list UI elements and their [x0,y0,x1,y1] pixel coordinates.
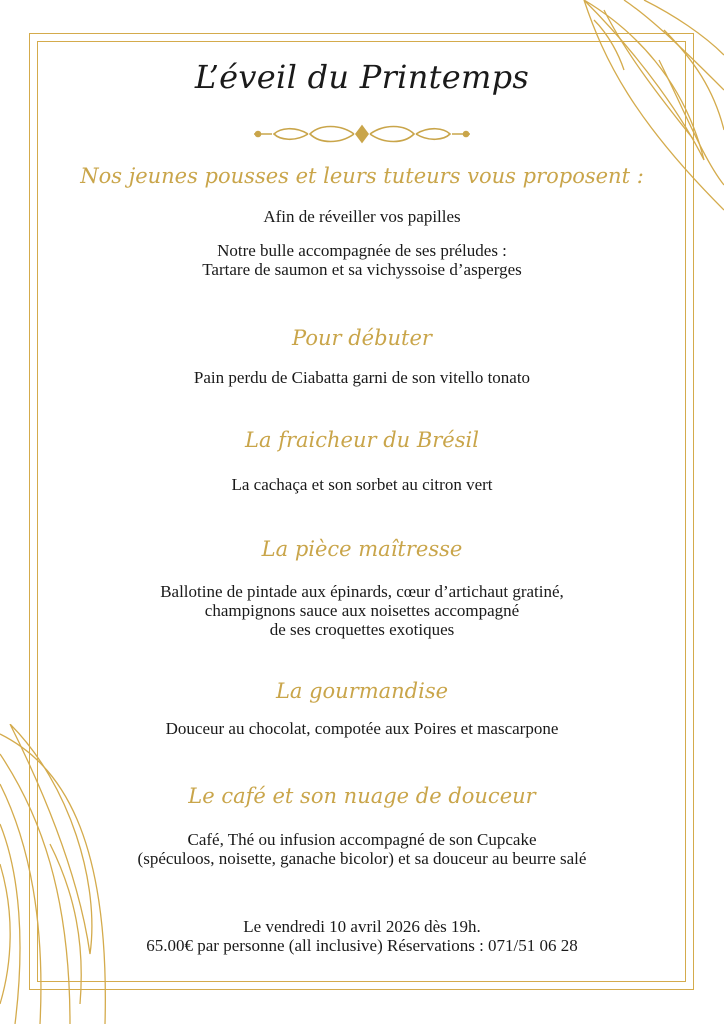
menu-title: L’éveil du Printemps [194,58,530,96]
leaf-branch-icon [564,0,724,240]
course-lines [40,368,684,387]
course-heading: La gourmandise [275,679,449,703]
intro-line: Tartare de saumon et sa vichyssoise d’asperges [202,260,522,279]
course-heading: Le café et son nuage de douceur [188,784,536,808]
intro-line: Notre bulle accompagnée de ses préludes : [217,241,507,260]
course-line: champignons sauce aux noisettes accompagné [204,601,520,620]
event-footer [40,917,684,955]
ornament-divider-icon [250,122,474,146]
intro-lines [40,207,684,226]
course-line: (spéculoos, noisette, ganache bicolor) et sa douceur au beurre salé [137,849,587,868]
course-section [40,428,684,452]
course-lines [40,830,684,868]
course-heading: La fraicheur du Brésil [245,428,479,452]
course-heading: Pour débuter [292,326,432,350]
intro-lines [40,241,684,279]
course-lines [40,475,684,494]
intro-section [40,164,684,188]
course-section [40,326,684,350]
course-section [40,784,684,808]
price-and-reservation: 65.00€ par personne (all inclusive) Réservations : 071/51 06 28 [146,936,578,955]
course-line: Pain perdu de Ciabatta garni de son vitello tonato [193,368,531,387]
event-date: Le vendredi 10 avril 2026 dès 19h. [243,917,481,936]
intro-heading: Nos jeunes pousses et leurs tuteurs vous proposent : [80,164,644,188]
course-section [40,679,684,703]
course-line: Café, Thé ou infusion accompagné de son Cupcake [187,830,537,849]
course-line: Ballotine de pintade aux épinards, cœur d’artichaut gratiné, [160,582,564,601]
course-lines [40,719,684,738]
course-section [40,537,684,561]
intro-line: Afin de réveiller vos papilles [263,207,461,226]
course-line: La cachaça et son sorbet au citron vert [231,475,493,494]
course-lines [40,582,684,639]
leaf-branch-icon [0,724,130,1024]
course-line: Douceur au chocolat, compotée aux Poires et mascarpone [165,719,559,738]
course-line: de ses croquettes exotiques [269,620,455,639]
course-heading: La pièce maîtresse [261,537,463,561]
